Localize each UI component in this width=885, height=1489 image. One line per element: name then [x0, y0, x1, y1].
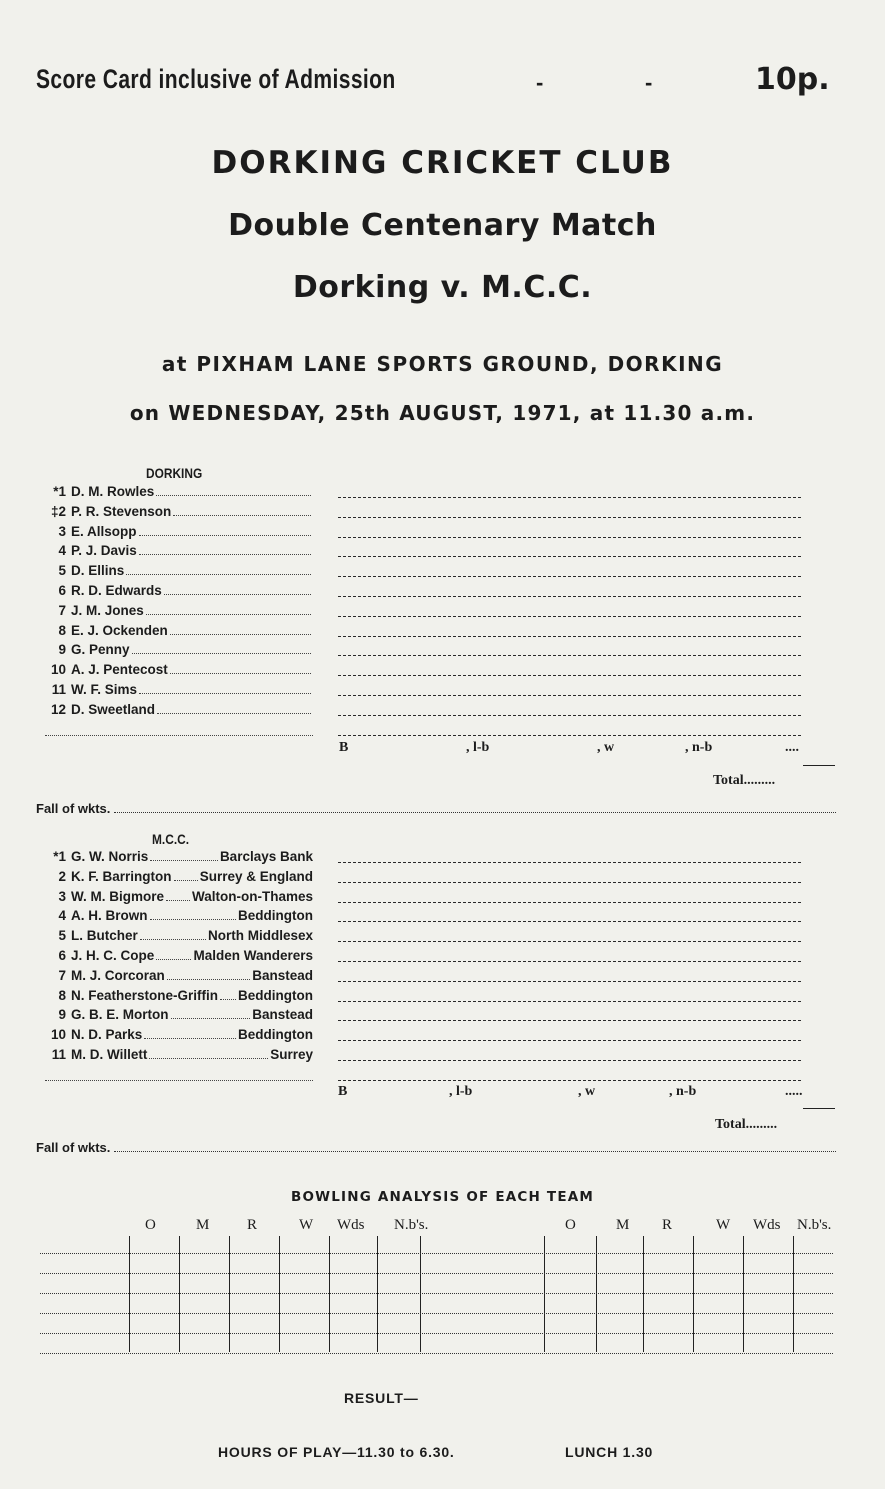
player-name: G. W. Norris	[71, 849, 149, 864]
dorking-player-row	[36, 583, 313, 601]
dorking-player-row	[36, 603, 313, 621]
player-name: M. J. Corcoran	[71, 967, 165, 983]
spare-player-line	[45, 1080, 313, 1081]
player-name: G. B. E. Morton	[71, 1007, 169, 1023]
match-date: on WEDNESDAY, 25th AUGUST, 1971, at 11.30 a.m.	[129, 401, 756, 425]
score-entry-line	[338, 1020, 801, 1021]
extras-no-balls: , n-b	[685, 740, 713, 755]
player-name: J. M. Jones	[71, 602, 144, 618]
score-entry-line	[338, 556, 801, 557]
extras-leg-byes: , l-b	[466, 740, 490, 755]
batting-order-number: 5	[58, 928, 66, 944]
total-rule	[803, 1108, 835, 1109]
player-name: W. M. Bigmore	[71, 888, 165, 904]
batting-order-number: 3	[58, 888, 66, 904]
player-club: Surrey & England	[199, 868, 313, 884]
dotted-leader	[167, 978, 250, 980]
mcc-total: Total.........	[715, 1117, 778, 1132]
mcc-player-row	[36, 988, 313, 1006]
bowling-column-header: R	[662, 1217, 673, 1233]
dotted-leader	[144, 1037, 236, 1039]
batting-order-number: *1	[53, 484, 66, 499]
score-entry-line	[338, 1060, 801, 1061]
dorking-player-row	[36, 623, 313, 641]
extras-byes: B	[338, 1084, 348, 1099]
batting-order-number: 4	[58, 543, 66, 559]
player-name: A. J. Pentecost	[71, 662, 168, 678]
batting-order-number: 7	[58, 602, 66, 618]
batting-order-number: 6	[58, 948, 66, 963]
player-name: M. D. Willett	[71, 1047, 148, 1062]
player-name: A. H. Brown	[71, 908, 148, 924]
player-name: P. R. Stevenson	[71, 503, 172, 519]
extras-wides: , w	[597, 740, 615, 755]
extras-wides: , w	[578, 1084, 596, 1099]
dorking-fall-of-wickets	[36, 801, 836, 816]
score-entry-line	[338, 1080, 801, 1081]
batting-order-number: *1	[53, 849, 66, 864]
extras-byes: B	[339, 740, 349, 755]
player-name: N. Featherstone-Griffin	[71, 987, 219, 1003]
score-entry-line	[338, 981, 801, 982]
player-name: E. J. Ockenden	[71, 622, 168, 638]
mcc-player-row	[36, 948, 313, 966]
score-entry-line	[338, 497, 801, 498]
batting-order-number: ‡2	[50, 503, 66, 519]
dotted-leader	[170, 672, 311, 674]
dorking-player-row	[36, 563, 313, 581]
score-entry-line	[338, 695, 801, 696]
player-club: Banstead	[252, 1007, 313, 1023]
dotted-leader	[126, 573, 311, 575]
batting-order-number: 10	[50, 662, 66, 678]
batting-order-number: 3	[58, 523, 66, 539]
dorking-player-row	[36, 504, 313, 522]
score-entry-line	[338, 675, 801, 676]
extras-leg-byes: , l-b	[449, 1084, 473, 1099]
bowling-column-header: O	[145, 1217, 156, 1233]
dotted-leader	[150, 918, 237, 920]
dotted-leader	[157, 712, 311, 714]
dorking-total: Total.........	[713, 773, 776, 788]
player-name: W. F. Sims	[71, 682, 138, 697]
score-entry-line	[338, 576, 801, 577]
bowling-column-header: N.b's.	[394, 1217, 429, 1233]
score-entry-line	[338, 636, 801, 637]
bowling-row-rule	[40, 1333, 833, 1334]
score-entry-line	[338, 735, 801, 736]
player-club: Surrey	[270, 1047, 313, 1062]
price: 10p.	[755, 62, 830, 97]
extras-end-dots: .....	[785, 1084, 803, 1099]
mcc-player-row	[36, 849, 313, 867]
dotted-leader	[139, 692, 311, 694]
dotted-leader	[174, 879, 198, 881]
extras-end-dots: ....	[785, 740, 799, 755]
dotted-leader	[173, 514, 311, 516]
lunch-time: LUNCH 1.30	[565, 1444, 654, 1460]
mcc-player-row	[36, 869, 313, 887]
batting-order-number: 12	[50, 701, 66, 717]
batting-order-number: 11	[51, 682, 66, 697]
batting-order-number: 10	[50, 1027, 66, 1043]
player-club: Beddington	[238, 908, 313, 924]
dotted-leader	[170, 633, 311, 635]
dotted-leader	[150, 859, 218, 861]
dotted-leader	[156, 958, 191, 960]
teams-title: Dorking v. M.C.C.	[292, 270, 593, 305]
extras-no-balls: , n-b	[669, 1084, 697, 1099]
dorking-player-row	[36, 702, 313, 720]
player-club: Malden Wanderers	[193, 948, 313, 963]
bowling-row-rule	[40, 1253, 833, 1254]
dorking-player-row	[36, 524, 313, 542]
dorking-player-row	[36, 682, 313, 700]
score-entry-line	[338, 655, 801, 656]
mcc-player-row	[36, 1007, 313, 1025]
batting-order-number: 6	[58, 583, 66, 598]
dotted-leader	[146, 613, 311, 615]
dotted-leader	[166, 899, 190, 901]
mcc-player-row	[36, 1027, 313, 1045]
result-label: RESULT—	[344, 1390, 419, 1406]
bowling-title: BOWLING ANALYSIS OF EACH TEAM	[290, 1189, 595, 1205]
dotted-leader	[140, 938, 206, 940]
dotted-leader	[156, 494, 311, 496]
bowling-column-header: M	[196, 1217, 210, 1233]
batting-order-number: 4	[58, 908, 66, 924]
mcc-player-row	[36, 908, 313, 926]
score-entry-line	[338, 616, 801, 617]
admission-note: Score Card inclusive of Admission	[36, 64, 396, 94]
bowling-column-header: W	[716, 1217, 731, 1233]
player-club: Banstead	[252, 967, 313, 983]
bowling-column-header: O	[565, 1217, 576, 1233]
venue: at PIXHAM LANE SPORTS GROUND, DORKING	[161, 352, 724, 376]
batting-order-number: 8	[58, 622, 66, 638]
match-title: Double Centenary Match	[228, 208, 657, 243]
batting-order-number: 11	[51, 1047, 66, 1062]
player-name: K. F. Barrington	[71, 868, 172, 884]
player-club: Barclays Bank	[219, 849, 313, 864]
player-name: D. Sweetland	[71, 701, 156, 717]
dotted-leader	[132, 652, 311, 654]
team-label-dorking: DORKING	[146, 465, 203, 481]
fall-label: Fall of wkts.	[36, 801, 111, 816]
score-entry-line	[338, 1001, 801, 1002]
dorking-player-row	[36, 662, 313, 680]
dash-separator: -	[536, 70, 544, 95]
batting-order-number: 5	[58, 563, 66, 579]
bowling-column-header: M	[616, 1217, 630, 1233]
dorking-player-row	[36, 543, 313, 561]
bowling-row-rule	[40, 1353, 833, 1354]
mcc-player-row	[36, 928, 313, 946]
bowling-column-header: Wds	[337, 1217, 365, 1233]
fall-label: Fall of wkts.	[36, 1140, 111, 1155]
player-name: D. M. Rowles	[71, 484, 155, 499]
player-name: G. Penny	[71, 642, 130, 658]
bowling-column-header: N.b's.	[797, 1217, 832, 1233]
player-club: Beddington	[238, 1027, 313, 1043]
batting-order-number: 7	[58, 967, 66, 983]
player-name: J. H. C. Cope	[71, 948, 155, 963]
mcc-player-row	[36, 889, 313, 907]
team-label-mcc: M.C.C.	[152, 831, 190, 847]
dorking-player-row	[36, 484, 313, 502]
dotted-leader	[171, 1017, 251, 1019]
total-rule	[803, 765, 835, 766]
batting-order-number: 8	[58, 987, 66, 1003]
score-entry-line	[338, 862, 801, 863]
score-entry-line	[338, 537, 801, 538]
hours-of-play: HOURS OF PLAY—11.30 to 6.30.	[218, 1444, 455, 1460]
club-title: DORKING CRICKET CLUB	[211, 145, 674, 181]
dotted-leader	[220, 998, 236, 1000]
dotted-leader	[139, 534, 311, 536]
player-club: Walton-on-Thames	[192, 888, 313, 904]
bowling-row-rule	[40, 1293, 833, 1294]
player-name: P. J. Davis	[71, 543, 137, 559]
score-entry-line	[338, 961, 801, 962]
mcc-fall-of-wickets	[36, 1140, 836, 1155]
player-name: L. Butcher	[71, 928, 138, 944]
bowling-row-rule	[40, 1273, 833, 1274]
score-entry-line	[338, 882, 801, 883]
dotted-leader	[149, 1057, 268, 1059]
batting-order-number: 9	[58, 1007, 66, 1023]
dotted-leader	[164, 593, 311, 595]
mcc-player-row	[36, 1047, 313, 1065]
player-name: R. D. Edwards	[71, 583, 162, 598]
bowling-column-header: Wds	[753, 1217, 781, 1233]
batting-order-number: 9	[58, 642, 66, 658]
player-name: N. D. Parks	[71, 1027, 143, 1043]
player-name: E. Allsopp	[71, 523, 137, 539]
score-entry-line	[338, 596, 801, 597]
score-entry-line	[338, 921, 801, 922]
player-club: North Middlesex	[207, 928, 313, 944]
bowling-row-rule	[40, 1313, 833, 1314]
score-entry-line	[338, 1040, 801, 1041]
batting-order-number: 2	[58, 868, 66, 884]
dorking-player-row	[36, 642, 313, 660]
player-club: Beddington	[238, 987, 313, 1003]
score-entry-line	[338, 941, 801, 942]
bowling-column-header: R	[247, 1217, 258, 1233]
bowling-column-header: W	[299, 1217, 314, 1233]
mcc-player-row	[36, 968, 313, 986]
player-name: D. Ellins	[71, 563, 125, 579]
score-entry-line	[338, 517, 801, 518]
score-entry-line	[338, 902, 801, 903]
score-entry-line	[338, 715, 801, 716]
dash-separator: -	[645, 70, 653, 95]
spare-player-line	[45, 735, 313, 736]
dotted-leader	[139, 553, 311, 555]
